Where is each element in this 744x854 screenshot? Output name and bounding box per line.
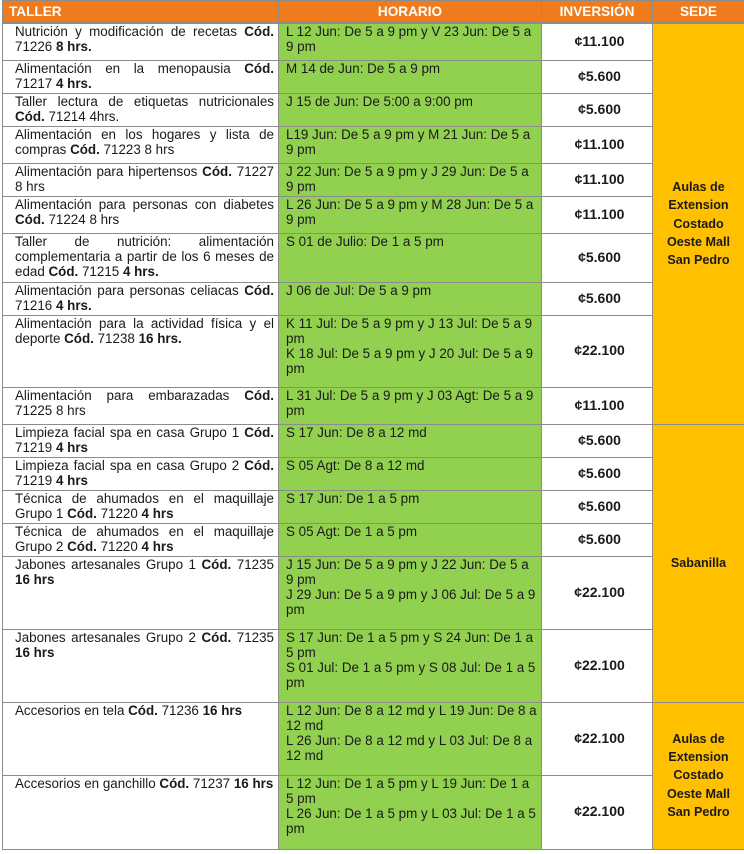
table-row — [3, 60, 744, 93]
taller-cell — [3, 282, 279, 315]
sede-cell: Sabanilla — [653, 424, 744, 702]
horario-cell — [279, 490, 542, 523]
course-code: 71223 — [99, 141, 145, 157]
table-row — [3, 163, 744, 196]
course-code-label: Cód. — [244, 24, 274, 39]
schedule-line: L 12 Jun: De 5 a 9 pm y V 23 Jun: De 5 a 9 pm — [286, 24, 532, 54]
course-duration: 8 hrs — [55, 402, 86, 418]
course-code: 71237 — [189, 775, 234, 791]
taller-cell — [3, 233, 279, 282]
taller-name: Limpieza facial spa en casa Grupo 1 — [15, 424, 245, 440]
price-cell: ¢11.100 — [542, 126, 653, 163]
schedule-line: K 18 Jul: De 5 a 9 pm y J 20 Jul: De 5 a 9 pm — [286, 345, 534, 376]
schedule-line: S 01 Jul: De 1 a 5 pm y S 08 Jul: De 1 a 5 pm — [286, 659, 536, 690]
course-code: 71215 — [78, 263, 123, 279]
course-code-label: Cód. — [202, 163, 232, 179]
schedule-line: S 01 de Julio: De 1 a 5 pm — [286, 233, 444, 249]
horario-cell — [279, 93, 542, 126]
course-code-label: Cód. — [244, 457, 274, 473]
taller-cell — [3, 702, 279, 775]
course-code: 71235 — [231, 556, 274, 572]
price-cell: ¢5.600 — [542, 490, 653, 523]
schedule-line: L 12 Jun: De 8 a 12 md y L 19 Jun: De 8 a 12 md — [286, 702, 537, 733]
taller-name: Técnica de ahumados en el maquillaje Grupo 1 — [15, 490, 274, 521]
price-cell: ¢11.100 — [542, 387, 653, 424]
header-horario: HORARIO — [279, 1, 542, 24]
taller-name: Alimentación para embarazadas — [15, 387, 245, 403]
course-code-label: Cód. — [15, 211, 45, 227]
course-code: 71220 — [96, 538, 142, 554]
taller-cell — [3, 23, 279, 60]
course-code: 71217 — [15, 75, 56, 91]
schedule-line: S 05 Agt: De 1 a 5 pm — [286, 523, 418, 539]
table-row — [3, 23, 744, 60]
course-duration: 4 hrs — [55, 439, 88, 455]
course-duration: 8 hrs. — [55, 39, 92, 54]
horario-cell — [279, 523, 542, 556]
course-code: 71219 — [15, 439, 56, 455]
schedule-line: S 17 Jun: De 1 a 5 pm y S 24 Jun: De 1 a 5 pm — [286, 629, 534, 660]
schedule-line: K 11 Jul: De 5 a 9 pm y J 13 Jul: De 5 a 9 pm — [286, 315, 533, 346]
taller-cell — [3, 523, 279, 556]
table-row — [3, 93, 744, 126]
schedule-line: S 05 Agt: De 8 a 12 md — [286, 457, 425, 473]
course-code: 71238 — [93, 330, 139, 346]
course-duration: 4 hrs. — [55, 75, 92, 91]
course-code-label: Cód. — [128, 702, 158, 718]
horario-cell — [279, 60, 542, 93]
table-row — [3, 702, 744, 775]
course-code-label: Cód. — [64, 330, 94, 346]
horario-cell — [279, 387, 542, 424]
horario-cell — [279, 282, 542, 315]
horario-cell — [279, 126, 542, 163]
course-code-label: Cód. — [70, 141, 100, 157]
table-row — [3, 387, 744, 424]
taller-name: Nutrición y modificación de recetas — [15, 24, 245, 39]
course-duration: 16 hrs. — [138, 330, 182, 346]
taller-name: Accesorios en tela — [15, 702, 129, 718]
header-row — [3, 1, 744, 24]
taller-name: Alimentación para hipertensos — [15, 163, 203, 179]
course-code-label: Cód. — [67, 505, 97, 521]
course-code-label: Cód. — [159, 775, 190, 791]
table-row — [3, 775, 744, 849]
schedule-line: L 26 Jun: De 1 a 5 pm y L 03 Jul: De 1 a 5 pm — [286, 805, 536, 836]
schedule-line: J 29 Jun: De 5 a 9 pm y J 06 Jul: De 5 a 9 pm — [286, 586, 536, 617]
schedule-line: L 31 Jul: De 5 a 9 pm y J 03 Agt: De 5 a 9 pm — [286, 387, 534, 418]
price-cell: ¢11.100 — [542, 23, 653, 60]
horario-cell — [279, 196, 542, 233]
course-duration: 16 hrs — [15, 571, 55, 587]
course-duration: 4 hrs — [141, 505, 174, 521]
price-cell: ¢22.100 — [542, 315, 653, 387]
course-code: 71225 — [15, 402, 56, 418]
horario-cell — [279, 233, 542, 282]
course-code: 71219 — [15, 472, 56, 488]
price-cell: ¢5.600 — [542, 424, 653, 457]
schedule-line: L19 Jun: De 5 a 9 pm y M 21 Jun: De 5 a 9 pm — [286, 126, 531, 157]
taller-name: Alimentación para personas celiacas — [15, 282, 245, 298]
taller-name: Limpieza facial spa en casa Grupo 2 — [15, 457, 245, 473]
schedule-line: J 15 de Jun: De 5:00 a 9:00 pm — [286, 93, 473, 109]
course-code-label: Cód. — [201, 556, 232, 572]
table-row — [3, 126, 744, 163]
table-row — [3, 233, 744, 282]
price-cell: ¢5.600 — [542, 233, 653, 282]
taller-cell — [3, 457, 279, 490]
course-code-label: Cód. — [244, 282, 274, 298]
table-row — [3, 282, 744, 315]
table-row — [3, 424, 744, 457]
course-code: 71235 — [231, 629, 274, 645]
sede-cell: Aulas de Extension Costado Oeste Mall San Pedro — [653, 23, 744, 424]
schedule-line: J 22 Jun: De 5 a 9 pm y J 29 Jun: De 5 a 9 pm — [286, 163, 529, 194]
taller-cell — [3, 490, 279, 523]
course-duration: 4 hrs. — [122, 263, 159, 279]
horario-cell — [279, 163, 542, 196]
taller-cell — [3, 196, 279, 233]
header-inversion: INVERSIÓN — [542, 1, 653, 24]
taller-cell — [3, 775, 279, 849]
taller-name: Taller lectura de etiquetas nutricionales — [15, 93, 274, 109]
schedule-line: S 17 Jun: De 8 a 12 md — [286, 424, 427, 440]
taller-name: Alimentación para la actividad física y el deporte — [15, 315, 274, 346]
horario-cell — [279, 775, 542, 849]
header-sede: SEDE — [653, 1, 744, 24]
taller-name: Alimentación en la menopausia — [15, 60, 245, 76]
price-cell: ¢5.600 — [542, 60, 653, 93]
taller-cell — [3, 163, 279, 196]
price-cell: ¢11.100 — [542, 163, 653, 196]
taller-name: Alimentación en los hogares y lista de compras — [15, 126, 274, 157]
taller-cell — [3, 556, 279, 629]
course-duration: 8 hrs — [89, 211, 120, 227]
course-duration: 4 hrs — [55, 472, 88, 488]
price-cell: ¢5.600 — [542, 523, 653, 556]
course-duration: 4 hrs. — [55, 297, 92, 313]
schedule-line: L 26 Jun: De 8 a 12 md y L 03 Jul: De 8 a 12 md — [286, 732, 533, 763]
course-code-label: Cód. — [48, 263, 79, 279]
taller-cell — [3, 315, 279, 387]
taller-name: Accesorios en ganchillo — [15, 775, 160, 791]
horario-cell — [279, 424, 542, 457]
course-code: 71236 — [157, 702, 203, 718]
price-cell: ¢22.100 — [542, 775, 653, 849]
taller-cell — [3, 387, 279, 424]
course-code-label: Cód. — [15, 108, 45, 124]
price-cell: ¢11.100 — [542, 196, 653, 233]
course-duration: 16 hrs — [233, 775, 274, 791]
horario-cell — [279, 702, 542, 775]
course-code-label: Cód. — [244, 387, 274, 403]
course-code-label: Cód. — [201, 629, 232, 645]
course-code-label: Cód. — [244, 60, 274, 76]
price-cell: ¢22.100 — [542, 556, 653, 629]
course-code-label: Cód. — [67, 538, 97, 554]
taller-cell — [3, 424, 279, 457]
course-code: 71214 — [44, 108, 90, 124]
price-cell: ¢5.600 — [542, 93, 653, 126]
taller-cell — [3, 93, 279, 126]
table-row — [3, 629, 744, 702]
horario-cell — [279, 23, 542, 60]
horario-cell — [279, 315, 542, 387]
table-row — [3, 315, 744, 387]
schedule-line: J 06 de Jul: De 5 a 9 pm — [286, 282, 432, 298]
header-taller: TALLER — [3, 1, 279, 24]
price-cell: ¢22.100 — [542, 629, 653, 702]
horario-cell — [279, 556, 542, 629]
schedule-table — [2, 0, 744, 850]
taller-cell — [3, 60, 279, 93]
price-cell: ¢5.600 — [542, 457, 653, 490]
table-row — [3, 523, 744, 556]
course-duration: 4hrs. — [89, 108, 120, 124]
schedule-line: J 15 Jun: De 5 a 9 pm y J 22 Jun: De 5 a 9 pm — [286, 556, 529, 587]
course-duration: 8 hrs — [144, 141, 175, 157]
table-row — [3, 196, 744, 233]
taller-cell — [3, 629, 279, 702]
table-row — [3, 490, 744, 523]
course-code-label: Cód. — [244, 424, 274, 440]
taller-name: Jabones artesanales Grupo 2 — [15, 629, 202, 645]
table-row — [3, 556, 744, 629]
taller-name: Técnica de ahumados en el maquillaje Grupo 2 — [15, 523, 274, 554]
horario-cell — [279, 457, 542, 490]
course-code: 71224 — [44, 211, 90, 227]
horario-cell — [279, 629, 542, 702]
price-cell: ¢22.100 — [542, 702, 653, 775]
course-duration: 4 hrs — [141, 538, 174, 554]
schedule-line: S 17 Jun: De 1 a 5 pm — [286, 490, 420, 506]
taller-name: Jabones artesanales Grupo 1 — [15, 556, 202, 572]
sede-cell: Aulas de Extension Costado Oeste Mall San Pedro — [653, 702, 744, 849]
course-duration: 16 hrs — [202, 702, 243, 718]
course-code: 71216 — [15, 297, 56, 313]
taller-name: Taller de nutrición: alimentación complementaria a partir de los 6 meses de edad — [15, 233, 274, 279]
course-duration: 8 hrs — [15, 178, 45, 194]
taller-name: Alimentación para personas con diabetes — [15, 196, 274, 212]
schedule-line: M 14 de Jun: De 5 a 9 pm — [286, 60, 441, 76]
course-code: 71220 — [96, 505, 142, 521]
schedule-line: L 26 Jun: De 5 a 9 pm y M 28 Jun: De 5 a 9 pm — [286, 196, 534, 227]
taller-cell — [3, 126, 279, 163]
course-code: 71227 — [231, 163, 274, 179]
course-duration: 16 hrs — [15, 644, 55, 660]
price-cell: ¢5.600 — [542, 282, 653, 315]
schedule-line: L 12 Jun: De 1 a 5 pm y L 19 Jun: De 1 a 5 pm — [286, 775, 530, 806]
table-row — [3, 457, 744, 490]
course-code: 71226 — [15, 39, 56, 54]
